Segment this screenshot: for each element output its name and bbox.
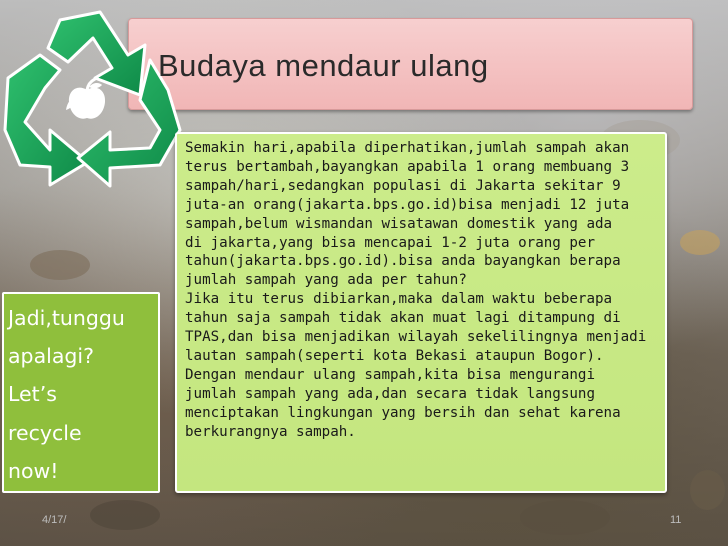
body-line: menciptakan lingkungan yang bersih dan sehat karena — [185, 404, 621, 421]
body-line: tahun saja sampah tidak akan muat lagi ditampung di — [185, 310, 621, 327]
body-line: TPAS,dan bisa menjadikan wilayah sekelilingnya menjadi — [185, 329, 647, 346]
body-line: jumlah sampah yang ada per tahun? — [185, 272, 467, 289]
body-line: terus bertambah,bayangkan apabila 1 orang membuang 3 — [185, 158, 630, 175]
body-line: sampah,belum wismandan wisatawan domestik yang ada — [185, 215, 613, 232]
body-line: Dengan mendaur ulang sampah,kita bisa mengurangi — [185, 366, 595, 383]
body-line: jumlah sampah yang ada,dan secara tidak langsung — [185, 385, 595, 402]
body-line: sampah/hari,sedangkan populasi di Jakarta sekitar 9 — [185, 177, 621, 194]
bg-texture — [90, 500, 160, 530]
leaf-icon — [64, 94, 78, 112]
call-to-action-line: apalagi? — [8, 344, 94, 369]
bg-texture — [690, 470, 725, 510]
body-text-box — [175, 132, 667, 493]
body-line: Jika itu terus dibiarkan,maka dalam waktu beberapa — [185, 291, 613, 308]
body-line: di jakarta,yang bisa mencapai 1-2 juta orang per — [185, 234, 595, 251]
call-to-action-line: recycle — [8, 420, 82, 445]
body-line: tahun(jakarta.bps.go.id).bisa anda bayangkan berapa — [185, 253, 621, 270]
body-line: juta-an orang(jakarta.bps.go.id)bisa menjadi 12 juta — [185, 196, 630, 213]
bg-texture — [680, 230, 720, 255]
body-line: Semakin hari,apabila diperhatikan,jumlah sampah akan — [185, 140, 630, 156]
call-to-action-line: now! — [8, 458, 59, 483]
bg-texture — [520, 500, 610, 535]
body-line: berkurangnya sampah. — [185, 423, 356, 440]
bg-texture — [30, 250, 90, 280]
call-to-action-line: Jadi,tunggu — [8, 306, 125, 330]
call-to-action-line: Let’s — [8, 382, 57, 407]
call-to-action-box — [2, 292, 160, 493]
slide-number: 11 — [670, 514, 682, 526]
footer-date: 4/17/ — [42, 514, 67, 526]
body-line: lautan sampah(seperti kota Bekasi ataupun Bogor). — [185, 347, 604, 364]
slide-title: Budaya mendaur ulang — [158, 48, 489, 83]
